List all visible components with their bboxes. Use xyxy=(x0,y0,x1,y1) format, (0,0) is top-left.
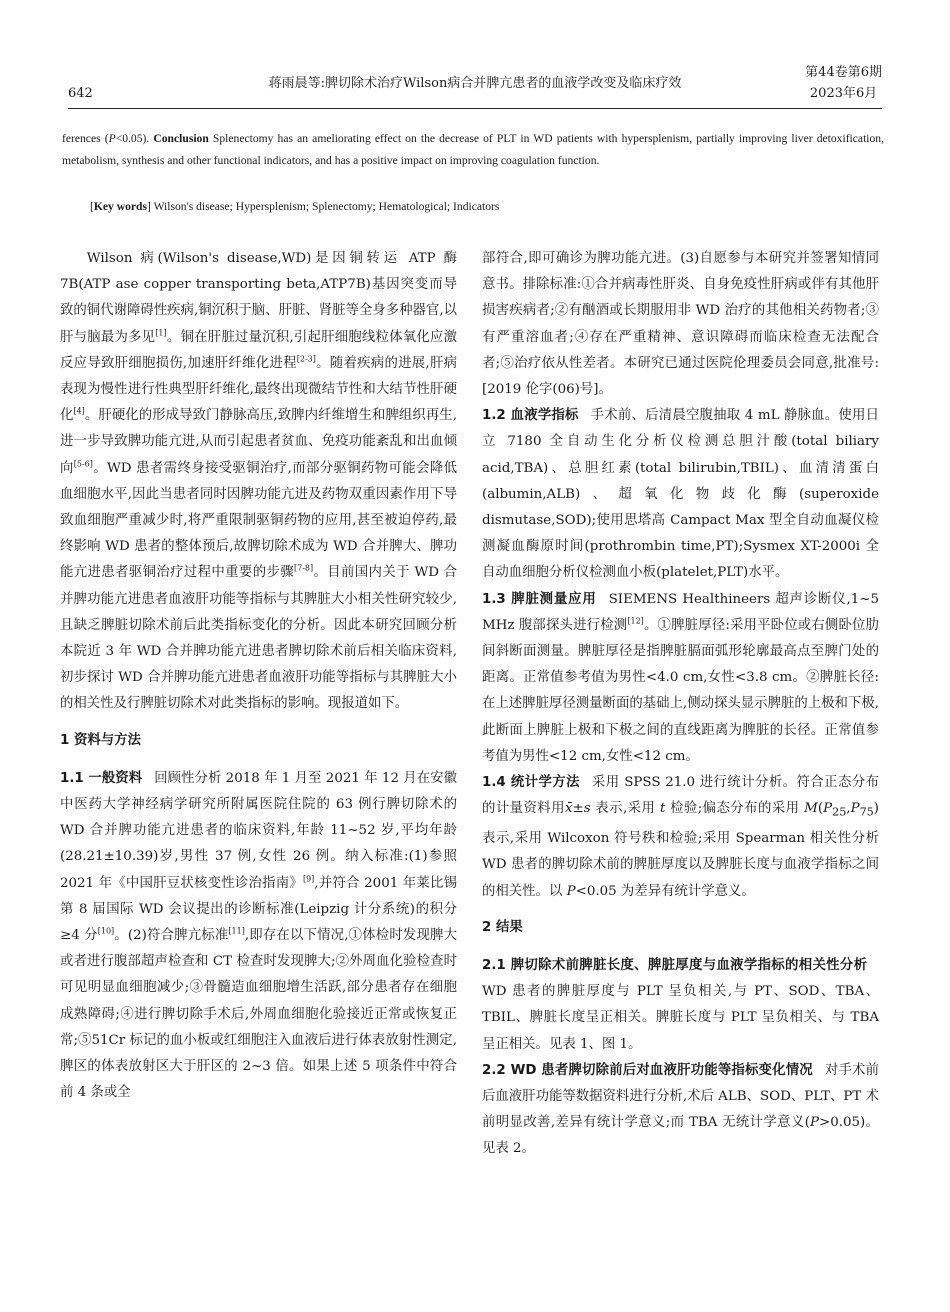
left-column xyxy=(60,246,457,1107)
p-symbol: P xyxy=(108,132,116,145)
citation: [9] xyxy=(302,874,315,884)
section-1-4: 1.4 统计学方法 采用 SPSS 21.0 进行统计分析。符合正态分布的计量资料用x̄±s 表示,采用 t 检验;偏态分布的采用 $M(P_{25},P_{75})$表示,采用 Wilcoxon 符号秩和检验;采用 Spearman 相关性分析 WD 患者的脾切除术前的脾脏厚度以及脾脏长度与血液学指标之间的相关性。以 P<0.05 为差异有统计学意义。 xyxy=(482,775,880,899)
citation: [10] xyxy=(97,926,115,936)
conclusion-text: Splenectomy has an ameliorating effect on the decrease of PLT in WD patients with hypersplenism, partially improving liver detoxification, metabolism, synthesis and other functional indicators, and has a positive impact on improving coagulation function. xyxy=(62,132,884,167)
section-1-1: 1.1 一般资料 回顾性分析 2018 年 1 月至 2021 年 12 月在安徽中医药大学神经病学研究所附属医院住院的 63 例行脾切除术的 WD 合并脾功能亢进患者的临床资料,年龄 11~52 岁,平均年龄(28.21±10.39)岁,男性 37 例,女性 26 例。纳入标准:(1)参照 2021 年《中国肝豆状核变性诊治指南》[9],并符合 2001 年莱比锡第 8 届国际 WD 会议提出的诊断标准(Leipzig 计分系统)的积分≥4 分[10]。(2)符合脾亢标准[11],即存在以下情况,①体检时发现脾大或者进行腹部超声检查和 CT 检查时发现脾大;②外周血化验检查时可见明显血细胞减少;③骨髓造血细胞增生活跃,部分患者存在细胞成熟障碍;④进行脾切除手术后,外周血细胞化验接近正常或恢复正常;⑤51Cr 标记的血小板或红细胞注入血液后进行体表放射性测定,脾区的体表放射区大于肝区的 2~3 倍。如果上述 5 项条件中符合前 4 条或全 xyxy=(60,770,457,1101)
section-2-heading: 2 结果 xyxy=(482,919,523,935)
citation: [12] xyxy=(627,616,644,626)
section-2-1-title: 2.1 脾切除术前脾脏长度、脾脏厚度与血液学指标的相关性分析 xyxy=(482,957,867,973)
keywords: [Key words] Wilson's disease; Hypersplenism; Splenectomy; Hematological; Indicators xyxy=(90,200,500,213)
keywords-text: Wilson's disease; Hypersplenism; Splenectomy; Hematological; Indicators xyxy=(153,200,500,213)
citation: [7-8] xyxy=(294,563,314,573)
section-1-3-title: 1.3 脾脏测量应用 xyxy=(482,591,597,607)
citation: [5-6] xyxy=(73,459,93,469)
section-1-2-title: 1.2 血液学指标 xyxy=(482,408,579,424)
section-1-2: 1.2 血液学指标 手术前、后清晨空腹抽取 4 mL 静脉血。使用日立 7180 全自动生化分析仪检测总胆汁酸(total biliary acid,TBA)、总胆红素(total bilirubin,TBIL)、血清清蛋白(albumin,ALB)、超氧化物歧化酶(superoxide dismutase,SOD);使用思塔高 Campact Max 型全自动血凝仪检测凝血酶原时间(prothrombin time,PT);Sysmex XT-2000i 全自动血细胞分析仪检测血小板(platelet,PLT)水平。 xyxy=(482,408,879,581)
inclusion-continued: 部符合,即可确诊为脾功能亢进。(3)自愿参与本研究并签署知情同意书。排除标准:①合并病毒性肝炎、自身免疫性肝病或伴有其他肝损害疾病者;②有酗酒或长期服用非 WD 治疗的其他相关药物者;③有严重溶血者;④存在严重精神、意识障碍而临床检查无法配合者;⑤治疗依从性差者。本研究已通过医院伦理委员会同意,批准号:[2019 伦字(06)号]。 xyxy=(482,251,879,398)
section-1-4-title: 1.4 统计学方法 xyxy=(482,775,580,791)
section-2-2: 2.2 WD 患者脾切除前后对血液肝功能等指标变化情况 对手术前后血液肝功能等数据资料进行分析,术后 ALB、SOD、PLT、PT 术前明显改善,差异有统计学意义;而 TBA 无统计学意义(P>0.05)。见表 2。 xyxy=(482,1062,880,1157)
abstract-conclusion xyxy=(62,128,884,172)
section-1-heading: 1 资料与方法 xyxy=(60,732,141,748)
right-column xyxy=(482,246,879,1163)
page-number: 642 xyxy=(68,86,93,101)
abstract-pvalue: <0.05). xyxy=(115,132,154,145)
intro-paragraph: Wilson 病(Wilson's disease,WD)是因铜转运 ATP 酶 7B(ATP ase copper transporting beta,ATP7B)基因突变而导致的铜代谢障碍性疾病,铜沉积于脑、肝脏、肾脏等全身多种器官,以肝与脑最为多见[1]。铜在肝脏过量沉积,引起肝细胞线粒体氧化应激反应导致肝细胞损伤,加速肝纤维化进程[2-3]。随着疾病的进展,肝病表现为慢性进行性典型肝纤维化,最终出现微结节性和大结节性肝硬化[4]。肝硬化的形成导致门静脉高压,致脾内纤维增生和脾组织再生,进一步导致脾功能亢进,从而引起患者贫血、免疫功能紊乱和出血倾向[5-6]。WD 患者需终身接受驱铜治疗,而部分驱铜药物可能会降低血细胞水平,因此当患者同时因脾功能亢进及药物双重因素作用下导致血细胞严重减少时,将严重限制驱铜药物的应用,甚至被迫停药,最终影响 WD 患者的整体预后,故脾切除术成为 WD 合并脾大、脾功能亢进患者驱铜治疗过程中重要的步骤[7-8]。目前国内关于 WD 合并脾功能亢进患者血液肝功能等指标与其脾脏大小相关性研究较少,且缺乏脾脏切除术前后此类指标变化的分析。因此本研究回顾分析本院近 3 年 WD 合并脾功能亢进患者脾切除术前后相关临床资料,初步探讨 WD 合并脾功能亢进患者血液肝功能等指标与其脾脏大小的相关性及行脾脏切除术对此类指标的影响。现报道如下。 xyxy=(60,251,458,712)
abstract-prefix: ferences ( xyxy=(62,132,109,145)
section-1-1-title: 1.1 一般资料 xyxy=(60,770,143,786)
journal-issue-info xyxy=(805,62,882,104)
section-1-3: 1.3 脾脏测量应用 SIEMENS Healthineers 超声诊断仪,1~5 MHz 腹部探头进行检测[12]。①脾脏厚径:采用平卧位或右侧卧位肋间斜断面测量。脾脏厚径是指脾脏膈面弧形轮廓最高点至脾门处的距离。正常值参考值为男性<4.0 cm,女性<3.8 cm。②脾脏长径:在上述脾脏厚径测量断面的基础上,侧动探头显示脾脏的上极和下极,此断面上脾脏上极和下极之间的直线距离为脾脏的长径。正常值参考值为男性<12 cm,女性<12 cm。 xyxy=(482,591,879,764)
volume-issue: 第44卷第6期 xyxy=(805,65,882,80)
section-2-1: 2.1 脾切除术前脾脏长度、脾脏厚度与血液学指标的相关性分析WD 患者的脾脏厚度与 PLT 呈负相关,与 PT、SOD、TBA、TBIL、脾脏长度呈正相关。脾脏长度与 PLT 呈负相关、与 TBA 呈正相关。见表 1、图 1。 xyxy=(482,957,879,1052)
citation: [1] xyxy=(155,328,167,338)
publication-date: 2023年6月 xyxy=(809,86,878,101)
citation: [2-3] xyxy=(296,354,316,364)
section-2-2-title: 2.2 WD 患者脾切除前后对血液肝功能等指标变化情况 xyxy=(482,1062,813,1078)
citation: [4] xyxy=(73,406,85,416)
conclusion-label: Conclusion xyxy=(153,132,209,145)
citation: [11] xyxy=(228,926,245,936)
keywords-label: Key words xyxy=(93,200,148,213)
page-header xyxy=(68,58,882,109)
running-title: 蒋雨晨等:脾切除术治疗Wilson病合并脾亢患者的血液学改变及临床疗效 xyxy=(268,76,682,91)
